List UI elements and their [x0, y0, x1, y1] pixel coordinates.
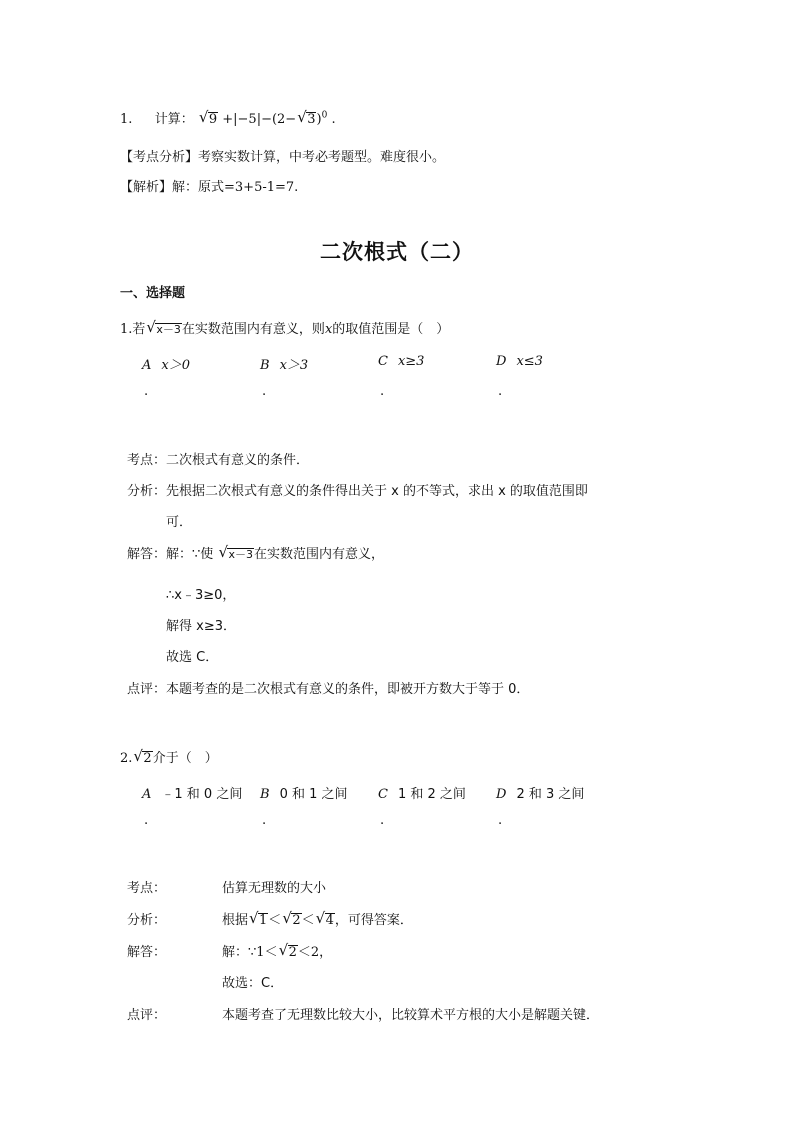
- q2-option-c: C 1 和 2 之间: [378, 787, 466, 802]
- q1-stem-pre: 1.若: [120, 322, 146, 337]
- q1-option-d-dot: .: [498, 384, 503, 399]
- q1-stem-end: 的取值范围是（ ）: [332, 322, 450, 337]
- q0-kaodian-text: 考察实数计算，中考必考题型。难度很小。: [198, 150, 446, 165]
- q1-jieda: 解答：解：∵使 √ x－3在实数范围内有意义，: [127, 543, 384, 562]
- sqrt-1: √ 1: [249, 909, 268, 928]
- q1-stem: [120, 318, 449, 337]
- q2-option-a: A ﹣1 和 0 之间: [142, 787, 243, 802]
- q0-label: 计算：: [154, 112, 194, 127]
- q1-option-b-dot: .: [262, 384, 267, 399]
- q2-option-c-dot: .: [380, 813, 385, 828]
- sqrt-2-b: √ 2: [278, 941, 297, 960]
- q2-option-b: B 0 和 1 之间: [260, 787, 348, 802]
- q2-fenxi-label: 分析：: [127, 913, 167, 928]
- q1-jieda-sqrt: √ x－3: [218, 543, 253, 561]
- q0-jiexi: [120, 176, 298, 195]
- q1-option-c: C x≥3: [378, 354, 425, 369]
- q0-line: [120, 108, 336, 127]
- sqrt-4: √ 4: [315, 909, 334, 928]
- q0-jiexi-label: 【解析】: [120, 180, 173, 195]
- q1-option-a: A x＞0: [142, 358, 190, 373]
- q1-option-a-dot: .: [144, 384, 149, 399]
- section-heading: 一、选择题: [120, 286, 186, 301]
- q2-option-b-dot: .: [262, 813, 267, 828]
- q2-stem-sqrt: √ 2: [133, 747, 152, 766]
- q1-stem-sqrt: √ x－3: [146, 318, 181, 336]
- q1-option-b: B x＞3: [260, 358, 309, 373]
- sqrt-9: √ 9: [198, 108, 218, 127]
- q1-option-c-dot: .: [380, 384, 385, 399]
- q2-stem: 2. √ 2介于（ ）: [120, 747, 218, 766]
- q2-step-1: 故选：C．: [222, 976, 284, 991]
- q2-dianping-text: 本题考查了无理数比较大小，比较算术平方根的大小是解题关键．: [222, 1008, 600, 1023]
- q2-jieda-text: 解：∵1＜ √ 2＜2，: [222, 941, 333, 960]
- q2-dianping-label: 点评：: [127, 1008, 167, 1023]
- sqrt-2: √ 2: [282, 909, 301, 928]
- q2-option-a-dot: .: [144, 813, 149, 828]
- q2-kaodian-label: 考点：: [127, 881, 167, 896]
- q2-option-d: D 2 和 3 之间: [496, 787, 585, 802]
- q1-step-2: 解得 x≥3．: [166, 619, 236, 634]
- q2-fenxi-text: 根据 √ 1＜ √ 2＜ √ 4，可得答案．: [222, 909, 413, 928]
- q1-fenxi-cont: 可．: [166, 515, 193, 530]
- q0-expr-tail: .: [331, 112, 336, 127]
- q1-kaodian: 考点：二次根式有意义的条件．: [127, 453, 310, 468]
- q1-step-1: ∴x﹣3≥0，: [166, 588, 236, 603]
- q2-jieda-label: 解答：: [127, 945, 167, 960]
- q0-number: 1.: [120, 112, 133, 127]
- q2-option-d-dot: .: [498, 813, 503, 828]
- q1-fenxi: 分析：先根据二次根式有意义的条件得出关于 x 的不等式，求出 x 的取值范围即: [127, 484, 588, 499]
- q0-kaodian: [120, 146, 445, 165]
- sqrt-3: √ 3: [297, 108, 316, 127]
- q1-dianping: 点评：本题考查的是二次根式有意义的条件，即被开方数大于等于 0．: [127, 682, 530, 697]
- q1-step-3: 故选 C．: [166, 650, 219, 665]
- q1-stem-post: 在实数范围内有意义，则: [181, 322, 325, 337]
- q2-kaodian-text: 估算无理数的大小: [222, 881, 327, 896]
- q0-jiexi-text: 解：原式=3+5-1=7.: [172, 180, 299, 195]
- page-title: 二次根式（二）: [320, 240, 474, 264]
- q0-expression: √ 9 +|−5|−(2− √ 3)$^0$: [198, 108, 328, 127]
- q0-kaodian-label: 【考点分析】: [120, 150, 199, 165]
- q1-stem-var: x: [324, 322, 333, 337]
- q1-option-d: D x≤3: [496, 354, 543, 369]
